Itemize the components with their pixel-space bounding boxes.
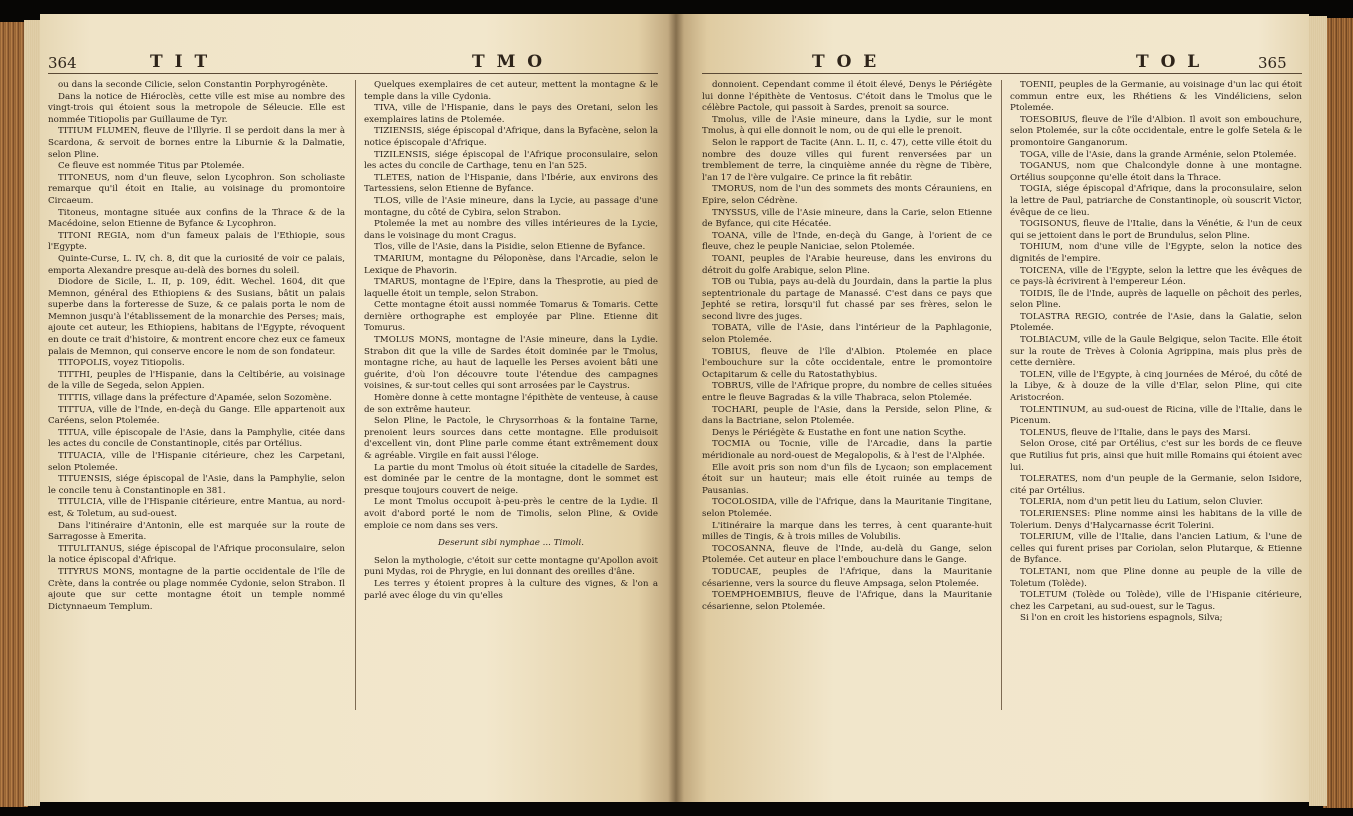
left-column-divider — [355, 80, 356, 710]
paragraph: TITULCIA, ville de l'Hispanie citérieure, entre Mantua, au nord-est, & Toletum, au sud-ouest. — [48, 497, 345, 519]
paragraph: Denys le Périégète & Eustathe en font une nation Scythe. — [712, 427, 967, 438]
paragraph: Quinte-Curse, L. IV, ch. 8, dit que la curiosité de voir ce palais, emporta Alexandre presque au-delà des bornes du soleil. — [48, 253, 345, 276]
paragraph: Selon Pline, le Pactole, le Chrysorrhoas & la fontaine Tarne, prenoient leurs sources dans cette montagne. Elle produisoit d'excellent vin, dont Pline parle comme étant extrêmement doux & agréable. Virgile en fait aussi l'éloge. — [364, 416, 658, 461]
paragraph: Selon le rapport de Tacite (Ann. L. II, c. 47), cette ville étoit du nombre des douze villes qui furent renversées par un tremblement de terre, la cinquième année du règne de Tibère, l'an 17 de l'ère vulgaire. Ce prince la fit rebâtir. — [702, 137, 992, 183]
paragraph: TOCMIA ou Tocnie, ville de l'Arcadie, dans la partie méridionale au nord-ouest de Megalopolis, & à l'est de l'Alphée. — [702, 439, 992, 461]
left-running-head-2: T M O — [472, 52, 546, 72]
book-fore-edge-right — [1323, 18, 1353, 808]
paragraph: TITONI REGIA, nom d'un fameux palais de l'Ethiopie, sous l'Egypte. — [48, 230, 345, 253]
paragraph: TIZILENSIS, siége épiscopal de l'Afrique proconsulaire, selon les actes du concile de Carthage, tenu en l'an 525. — [364, 149, 658, 172]
paragraph: Dans la notice de Hiéroclès, cette ville est mise au nombre des vingt-trois qui étoient sous la metropole de Séleucie. Elle est nommée Titiopolis par Guillaume de Tyr. — [48, 91, 345, 125]
paragraph: TOICENA, ville de l'Egypte, selon la lettre que les évêques de ce pays-là écrivirent à l'empereur Léon. — [1010, 265, 1302, 288]
paragraph: TLETES, nation de l'Hispanie, dans l'Ibérie, aux environs des Tartessiens, selon Etienne de Byfance. — [364, 172, 658, 195]
paragraph: TOLERIUM, ville de l'Italie, dans l'ancien Latium, & l'une de celles qui furent prises par Coriolan, selon Plutarque, & Etienne de Byfance. — [1010, 532, 1302, 566]
paragraph: TOLBIACUM, ville de la Gaule Belgique, selon Tacite. Elle étoit sur la route de Trèves à Colonia Agrippina, mais plus près de cette dernière. — [1010, 335, 1302, 369]
paragraph: donnoient. Cependant comme il étoit élevé, Denys le Périégète lui donne l'épithète de Ventosus. C'étoit dans le Tmolus que le célèbre Pactole, qui passoit à Sardes, prenoit sa source. — [702, 80, 992, 114]
paragraph: ou dans la seconde Cilicie, selon Constantin Porphyrogénète. — [58, 80, 328, 90]
paragraph: TMORUS, nom de l'un des sommets des monts Cérauniens, en Epire, selon Cédrène. — [702, 184, 992, 206]
page-stack-left — [24, 20, 40, 806]
paragraph: TOLENUS, fleuve de l'Italie, dans le pays des Marsi. — [1020, 427, 1251, 438]
paragraph: TOLASTRA REGIO, contrée de l'Asie, dans la Galatie, selon Ptolemée. — [1010, 311, 1302, 334]
paragraph: TOESOBIUS, fleuve de l'île d'Albion. Il avoit son embouchure, selon Ptolemée, sur la côte occidentale, entre le golfe Setela & le promontoire Ganganorum. — [1010, 114, 1302, 148]
paragraph: TOLEN, ville de l'Egypte, à cinq journées de Méroé, du côté de la Libye, & à douze de la ville d'Elar, selon Pline, qui cite Aristocréon. — [1010, 369, 1302, 404]
paragraph: TOLENTINUM, au sud-ouest de Ricina, ville de l'Italie, dans le Picenum. — [1010, 404, 1302, 427]
paragraph: Cette montagne étoit aussi nommée Tomarus & Tomaris. Cette dernière orthographe est employée par Pline. Etienne dit Tomurus. — [364, 300, 658, 334]
right-header-rule — [702, 73, 1302, 74]
paragraph: La partie du mont Tmolus où étoit située la citadelle de Sardes, est dominée par le centre de la montagne, dont le sommet est presque toujours couvert de neige. — [364, 462, 658, 496]
paragraph: TOCOLOSIDA, ville de l'Afrique, dans la Mauritanie Tingitane, selon Ptolemée. — [702, 497, 992, 519]
paragraph: TOEMPHOEMBIUS, fleuve de l'Afrique, dans la Mauritanie césarienne, selon Ptolemée. — [702, 590, 992, 612]
paragraph: TOLERIENSES: Pline nomme ainsi les habitans de la ville de Tolerium. Denys d'Halycarnasse écrit Tolerini. — [1010, 508, 1302, 531]
right-page-number: 365 — [1258, 54, 1287, 72]
paragraph: Deserunt sibi nymphae ... Timoli. — [437, 538, 585, 549]
paragraph: L'itinéraire la marque dans les terres, à cent quarante-huit milles de Tingis, & à trois milles de Volubilis. — [702, 520, 992, 543]
right-running-head-2: T O L — [1136, 52, 1203, 72]
paragraph: TODUCAE, peuples de l'Afrique, dans la Mauritanie césarienne, vers la source du fleuve Ampsaga, selon Ptolemée. — [702, 566, 992, 589]
right-running-head-1: T O E — [812, 52, 880, 72]
left-header-rule — [48, 73, 658, 74]
paragraph: TITTUA, ville de l'Inde, en-deçà du Gange. Elle appartenoit aux Caréens, selon Ptolemée. — [48, 404, 345, 427]
paragraph: Selon Orose, cité par Ortélius, c'est sur les bords de ce fleuve que Rutilius fut pris, ainsi que huit mille Romains qui étoient avec lui. — [1010, 439, 1302, 473]
paragraph: Les terres y étoient propres à la culture des vignes, & l'on a parlé avec éloge du vin qu'elles — [364, 578, 658, 601]
paragraph: TITTIS, village dans la préfecture d'Apamée, selon Sozomène. — [58, 393, 332, 404]
paragraph: Tlos, ville de l'Asie, dans la Pisidie, selon Etienne de Byfance. — [374, 242, 646, 253]
paragraph: TOBIUS, fleuve de l'île d'Albion. Ptolemée en place l'embouchure sur la côte occidentale, entre le promontoire Octapitarum & celle du Ratostathybius. — [702, 346, 992, 380]
paragraph: Tmolus, ville de l'Asie mineure, dans la Lydie, sur le mont Tmolus, à qui elle donnoit le nom, ou de qui elle le prenoit. — [702, 114, 992, 137]
paragraph: TOGISONUS, fleuve de l'Italie, dans la Vénétie, & l'un de ceux qui se jettoient dans le port de Brundulus, selon Pline. — [1010, 219, 1302, 241]
paragraph: TITYRUS MONS, montagne de la partie occidentale de l'île de Crète, dans la contrée ou plage nommée Cydonie, selon Strabon. Il ajoute que sur cette montagne étoit un temple nommé Dictynnaeum Templum. — [48, 566, 345, 612]
right-column-divider — [1001, 80, 1002, 710]
paragraph: TOANI, peuples de l'Arabie heureuse, dans les environs du détroit du golfe Arabique, selon Pline. — [702, 253, 992, 276]
paragraph: TOLERATES, nom d'un peuple de la Germanie, selon Isidore, cité par Ortélius. — [1010, 474, 1302, 496]
paragraph: TOLETANI, nom que Pline donne au peuple de la ville de Toletum (Tolède). — [1010, 566, 1302, 589]
paragraph: TOBATA, ville de l'Asie, dans l'intérieur de la Paphlagonie, selon Ptolemée. — [702, 323, 992, 346]
paragraph: Le mont Tmolus occupoit à-peu-près le centre de la Lydie. Il avoit d'abord porté le nom de Timolis, selon Pline, & Ovide emploie ce nom dans ses vers. — [364, 497, 658, 531]
paragraph: TOGIA, siége épiscopal d'Afrique, dans la proconsulaire, selon la lettre de Paul, patriarche de Constantinople, où souscrit Victor, évêque de ce lieu. — [1010, 184, 1302, 218]
paragraph: TIZIENSIS, siége épiscopal d'Afrique, dans la Byfacène, selon la notice épiscopale d'Afrique. — [364, 126, 658, 148]
paragraph: TITONEUS, nom d'un fleuve, selon Lycophron. Son scholiaste remarque qu'il étoit en Italie, au voisinage du promontoire Circaeum. — [48, 172, 345, 206]
left-page-number: 364 — [48, 54, 77, 72]
paragraph: TOIDIS, île de l'Inde, auprès de laquelle on pêchoit des perles, selon Pline. — [1010, 288, 1302, 311]
paragraph: Diodore de Sicile, L. II, p. 109, édit. Wechel. 1604, dit que Memnon, général des Ethiopiens & des Susians, bâtit un palais superbe dans la forteresse de Suze, & ce palais porta le nom de Memnon jusqu'à l'établissement de la monarchie des Perses; mais, ajoute cet auteur, les Ethiopiens, habitans de l'Egypte, révoquent en doute ce trait d'histoire, & montrent encore chez eux ce fameux palais de Memnon, qui conserve encore le nom de son fondateur. — [48, 277, 345, 357]
paragraph: TOLERIA, nom d'un petit lieu du Latium, selon Cluvier. — [1020, 497, 1264, 508]
paragraph: TITULITANUS, siége épiscopal de l'Afrique proconsulaire, selon la notice épiscopal d'Afrique. — [48, 543, 345, 566]
paragraph: TITIUM FLUMEN, fleuve de l'Illyrie. Il se perdoit dans la mer à Scardona, & servoit de bornes entre la Liburnie & la Dalmatie, selon Pline. — [48, 126, 345, 160]
paragraph: TOBRUS, ville de l'Afrique propre, du nombre de celles situées entre le fleuve Bagradas & la ville Thabraca, selon Ptolemée. — [702, 381, 992, 404]
paragraph: TOENII, peuples de la Germanie, au voisinage d'un lac qui étoit commun entre eux, les Rhétiens & les Vindéliciens, selon Ptolemée. — [1010, 80, 1302, 114]
paragraph: TMOLUS MONS, montagne de l'Asie mineure, dans la Lydie. Strabon dit que la ville de Sardes étoit dominée par le Tmolus, montagne riche, au haut de laquelle les Perses avoient bâti une guérite, d'où l'on découvre toute l'étendue des campagnes voisines, & sur-tout celles qui sont arrosées par le Caystrus. — [364, 335, 658, 392]
paragraph: TITUENSIS, siége épiscopal de l'Asie, dans la Pamphylie, selon le concile tenu à Constantinople en 381. — [48, 474, 345, 496]
left-column-1 — [48, 80, 345, 613]
paragraph: TMARUS, montagne de l'Epire, dans la Thesprotie, au pied de laquelle étoit un temple, selon Strabon. — [364, 277, 658, 299]
paragraph: TITTHI, peuples de l'Hispanie, dans la Celtibérie, au voisinage de la ville de Segeda, selon Appien. — [48, 369, 345, 392]
right-page — [676, 14, 1309, 802]
paragraph: TOLETUM (Tolède ou Tolède), ville de l'Hispanie citérieure, chez les Carpetani, au sud-ouest, sur le Tagus. — [1010, 590, 1302, 612]
paragraph: TNYSSUS, ville de l'Asie mineure, dans la Carie, selon Etienne de Byfance, qui cite Hécatée. — [702, 207, 992, 230]
left-column-2 — [364, 80, 658, 602]
paragraph: Ce fleuve est nommée Titus par Ptolemée. — [58, 161, 245, 172]
paragraph: Ptolemée la met au nombre des villes intérieures de la Lycie, dans le voisinage du mont Cragus. — [364, 219, 658, 241]
paragraph: TMARIUM, montagne du Péloponèse, dans l'Arcadie, selon le Lexique de Phavorin. — [364, 253, 658, 276]
paragraph: Selon la mythologie, c'étoit sur cette montagne qu'Apollon avoit puni Mydas, roi de Phrygie, en lui donnant des oreilles d'âne. — [364, 555, 658, 578]
paragraph: TOGANUS, nom que Chalcondyle donne à une montagne. Ortélius soupçonne qu'elle étoit dans la Thrace. — [1010, 161, 1302, 183]
paragraph: Homère donne à cette montagne l'épithète de venteuse, à cause de son extrême hauteur. — [364, 393, 658, 415]
paragraph: Si l'on en croit les historiens espagnols, Silva; — [1020, 613, 1223, 624]
left-running-head-1: T I T — [150, 52, 211, 72]
paragraph: TIVA, ville de l'Hispanie, dans le pays des Oretani, selon les exemplaires latins de Ptolemée. — [364, 103, 658, 125]
paragraph: TOANA, ville de l'Inde, en-deçà du Gange, à l'orient de ce fleuve, chez le peuple Naniciae, selon Ptolemée. — [702, 230, 992, 253]
paragraph: TOCHARI, peuple de l'Asie, dans la Perside, selon Pline, & dans la Bactriane, selon Ptolemée. — [702, 404, 992, 427]
paragraph: TOB ou Tubia, pays au-delà du Jourdain, dans la partie la plus septentrionale du partage de Manassé. C'est dans ce pays que Jephté se retira, lorsqu'il fut chassé par ses frères, selon le second livre des juges. — [702, 277, 992, 322]
page-stack-right — [1309, 16, 1327, 806]
paragraph: Titoneus, montagne située aux confins de la Thrace & de la Macédoine, selon Etienne de Byfance & Lycophron. — [48, 207, 345, 230]
paragraph: TOHIUM, nom d'une ville de l'Egypte, selon la notice des dignités de l'empire. — [1010, 242, 1302, 264]
left-page — [40, 14, 676, 802]
paragraph: TITOPOLIS, voyez Titiopolis. — [58, 358, 185, 369]
paragraph: TITUA, ville épiscopale de l'Asie, dans la Pamphylie, citée dans les actes du concile de Constantinople, cités par Ortélius. — [48, 427, 345, 450]
paragraph: Dans l'itinéraire d'Antonin, elle est marquée sur la route de Sarragosse à Emerita. — [48, 520, 345, 543]
book-gutter — [668, 14, 684, 802]
right-column-2 — [1010, 80, 1302, 625]
paragraph: TLOS, ville de l'Asie mineure, dans la Lycie, au passage d'une montagne, du côté de Cybira, selon Strabon. — [364, 195, 658, 218]
paragraph: TITUACIA, ville de l'Hispanie citérieure, chez les Carpetani, selon Ptolemée. — [48, 451, 345, 473]
right-column-1 — [702, 80, 992, 613]
paragraph: TOGA, ville de l'Asie, dans la grande Arménie, selon Ptolemée. — [1020, 149, 1297, 160]
paragraph: TOCOSANNA, fleuve de l'Inde, au-delà du Gange, selon Ptolemée. Cet auteur en place l'embouchure dans le Gange. — [702, 543, 992, 566]
paragraph: Elle avoit pris son nom d'un fils de Lycaon; son emplacement étoit sur un hauteur; mais elle étoit ruinée au temps de Pausanias. — [702, 462, 992, 496]
paragraph: Quelques exemplaires de cet auteur, mettent la montagne & le temple dans la ville Cydonia. — [364, 80, 658, 102]
